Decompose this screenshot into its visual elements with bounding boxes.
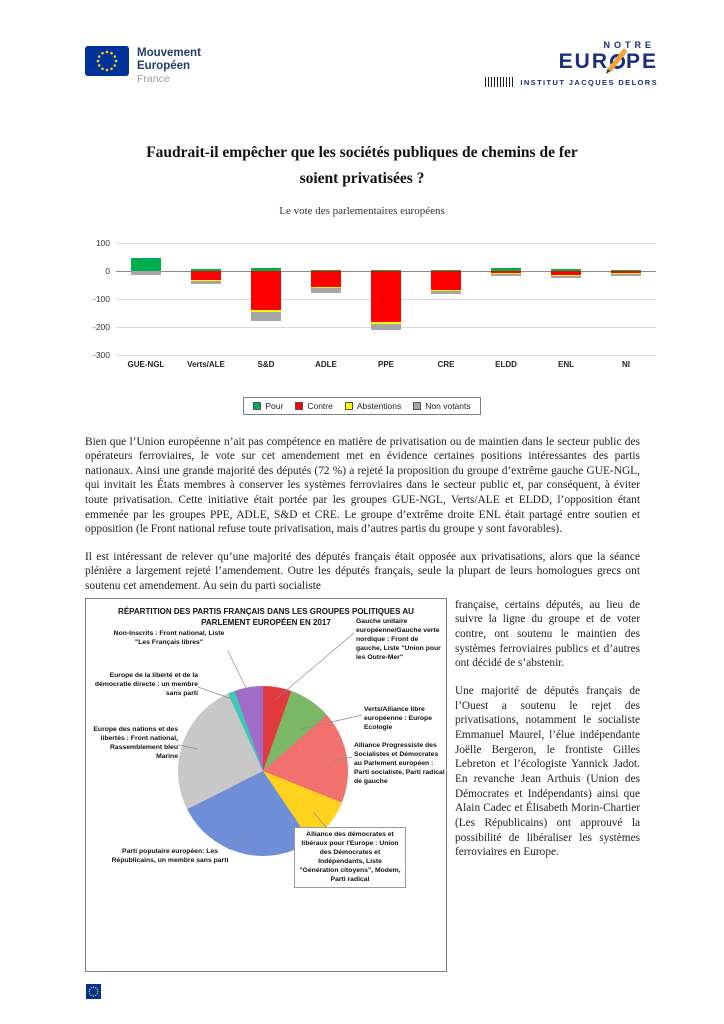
pie-label-enl: Europe des nations et des libertés : Front national, Rassemblement bleu Marine [93,725,178,761]
leader-line [276,633,354,699]
bar-segment-non-votants [611,274,641,276]
bar-segment-non-votants [431,291,461,294]
logo-text-eur: EUR [558,50,609,73]
y-axis-tick-label: -200 [92,321,110,332]
paragraph-3: Une majorité de députés français de l’Ouest a soutenu le rejet des privatisations, notamment le socialiste Emmanuel Maurel, l’élue indépendante Joëlle Bergeron, le frontiste Gilles Lebreton et l’écologiste Yannick Jadot. En revanche Jean Arthuis (Union des Démocrates et Indépendants) ainsi que Alain Cadec et Élisabeth Morin-Chartier (Les Républicains) ont approuvé la possibilité de libéraliser les systèmes ferroviaires en Europe. [455,684,640,859]
pie-label-sd: Alliance Progressiste des Socialistes et Démocrates au Parlement européen : Parti socialiste, Parti radical de gauche [354,741,445,786]
legend-label: Abstentions [356,400,402,411]
page-header [0,0,724,130]
legend-item [253,401,283,411]
logo-text-europe [485,50,658,74]
footer-eu-flag-icon [86,984,101,999]
bar-segment-non-votants [191,281,221,284]
page-title [0,140,724,193]
page-title-line2: soient privatisées ? [299,170,425,188]
logo-text-mouvement: Mouvement [137,47,201,59]
bar-segment-non-votants [311,288,341,292]
logo-text-institut: INSTITUT JACQUES DELORS [520,77,658,87]
leader-line [301,715,362,729]
bar-chart [70,237,654,415]
gridline [116,243,656,244]
bar-segment-contre [191,271,221,281]
legend-label: Non votants [425,400,471,411]
bar-segment-contre [251,271,281,310]
legend-item [413,401,470,411]
y-axis-tick-label: 0 [105,265,110,276]
legend-label: Pour [265,400,284,411]
bar-segment-non-votants [551,276,581,278]
notre-europe-logo [485,40,658,87]
mouvement-europeen-logo [85,46,201,86]
pie-label-verts-ale: Verts/Alliance libre européenne : Europe Ecologie [364,705,432,731]
bar-chart-legend [243,397,480,415]
page-title-line1: Faudrait-il empêcher que les sociétés publiques de chemins de fer [146,144,578,161]
legend-swatch-icon [413,402,421,410]
legend-swatch-icon [295,402,303,410]
bar-chart-plot-area [70,237,654,375]
bar-segment-pour [131,258,161,271]
pie-label-gue-ngl: Gauche unitaire européenne/Gauche verte nordique : Front de gauche, Liste "Union pour les Outre-Mer" [356,617,441,662]
pencil-icon [608,48,628,72]
bar-segment-non-votants [131,271,161,275]
leader-line [333,757,352,761]
y-axis-tick-label: 100 [95,237,110,248]
logo-text-france: France [137,73,170,86]
paragraph-1: Bien que l’Union européenne n’ait pas compétence en matière de privatisation ou de maintien dans le secteur public des opérateurs ferroviaires, le vote sur cet amendement met en évidence certaines positions intéressantes des partis nationaux. Ainsi une grande majorité des députés (72 %) a rejeté la proposition du groupe d’extrême gauche GUE-NGL, qui invitait les États membres à conserver les systèmes ferroviaires dans le secteur public et, par conséquent, à éviter toute privatisation. Cette initiative était portée par les groupes GUE-NGL, Verts/ALE et ELDD, l’opposition étant emmenée par les groupes PPE, ADLE, S&D et CRE. Le groupe d’extrême droite ENL était partagé entre soutien et opposition (le Front national refuse toute privatisation, mais d’autres partis du groupe y sont favorables). [85,435,640,536]
y-axis-tick-label: -100 [92,293,110,304]
pie-chart-title: RÉPARTITION DES PARTIS FRANÇAIS DANS LES GROUPES POLITIQUES AU PARLEMENT EUROPÉEN EN 2017 [118,606,414,627]
bar-segment-non-votants [371,324,401,330]
x-axis-category-label: ELDD [495,359,517,369]
legend-item [345,401,401,411]
logo-text-europeen: Européen [137,59,191,72]
leader-line [228,835,246,849]
x-axis-category-label: CRE [437,359,455,369]
bar-segment-contre [431,271,461,291]
legend-swatch-icon [345,402,353,410]
x-axis-category-label: ADLE [315,359,337,369]
leader-line [178,745,198,749]
x-axis-category-label: GUE-NGL [127,359,165,369]
x-axis-category-label: PPE [377,359,394,369]
body-content [0,435,724,972]
logo-text-notre: NOTRE [603,40,655,50]
page-subtitle: Le vote des parlementaires européens [279,204,445,217]
legend-item [295,401,333,411]
bar-chart-legend-row [70,397,654,415]
bar-segment-contre [311,271,341,288]
y-axis-tick-label: -300 [92,349,110,360]
paragraph-2-continued: française, certains députés, au lieu de suivre la ligne du groupe et de voter contre, ont soutenu le maintien des systèmes ferroviaires publics et d’autres ont décidé de s’abstenir. [455,598,640,670]
legend-swatch-icon [253,402,261,410]
bar-segment-contre [371,271,401,323]
leader-line [198,687,232,699]
bar-segment-non-votants [251,312,281,322]
x-axis-category-label: Verts/ALE [187,359,225,369]
two-column-section [85,598,640,972]
pie-label-eldd: Europe de la liberté et de la démocratie directe : un membre sans parti [94,671,198,697]
pie-label-ppe: Parti populaire européen: Les Républicains, un membre sans parti [111,847,229,864]
gridline [116,355,656,356]
pencil-o-icon [610,54,625,69]
leader-line [228,651,248,692]
legend-label: Contre [307,400,333,411]
x-axis-category-label: ENL [558,359,574,369]
pie-label-adle: Alliance des démocrates et libéraux pour l'Europe : Union des Démocrates et Indépendants, Liste "Génération citoyens", Modem, Parti radical [294,827,406,888]
leader-line [314,813,326,827]
x-axis-category-label: NI [622,359,630,369]
barcode-icon [485,77,515,87]
pie-label-ni: Non-Inscrits : Front national, Liste "Les Français libres" [113,629,225,646]
paragraph-2: Il est intéressant de relever qu’une majorité des députés français était opposée aux privatisations, alors que la séance plénière a largement rejeté l’amendement. Outre les députés français, seule la plupart de leurs homologues grecs ont soutenu cet amendement. Au sein du parti socialiste [85,550,640,593]
bar-segment-non-votants [491,274,521,276]
logo-text-pe: PE [625,50,658,73]
x-axis-category-label: S&D [257,359,275,369]
eu-flag-icon [85,46,129,76]
pie-chart-box [85,598,447,972]
